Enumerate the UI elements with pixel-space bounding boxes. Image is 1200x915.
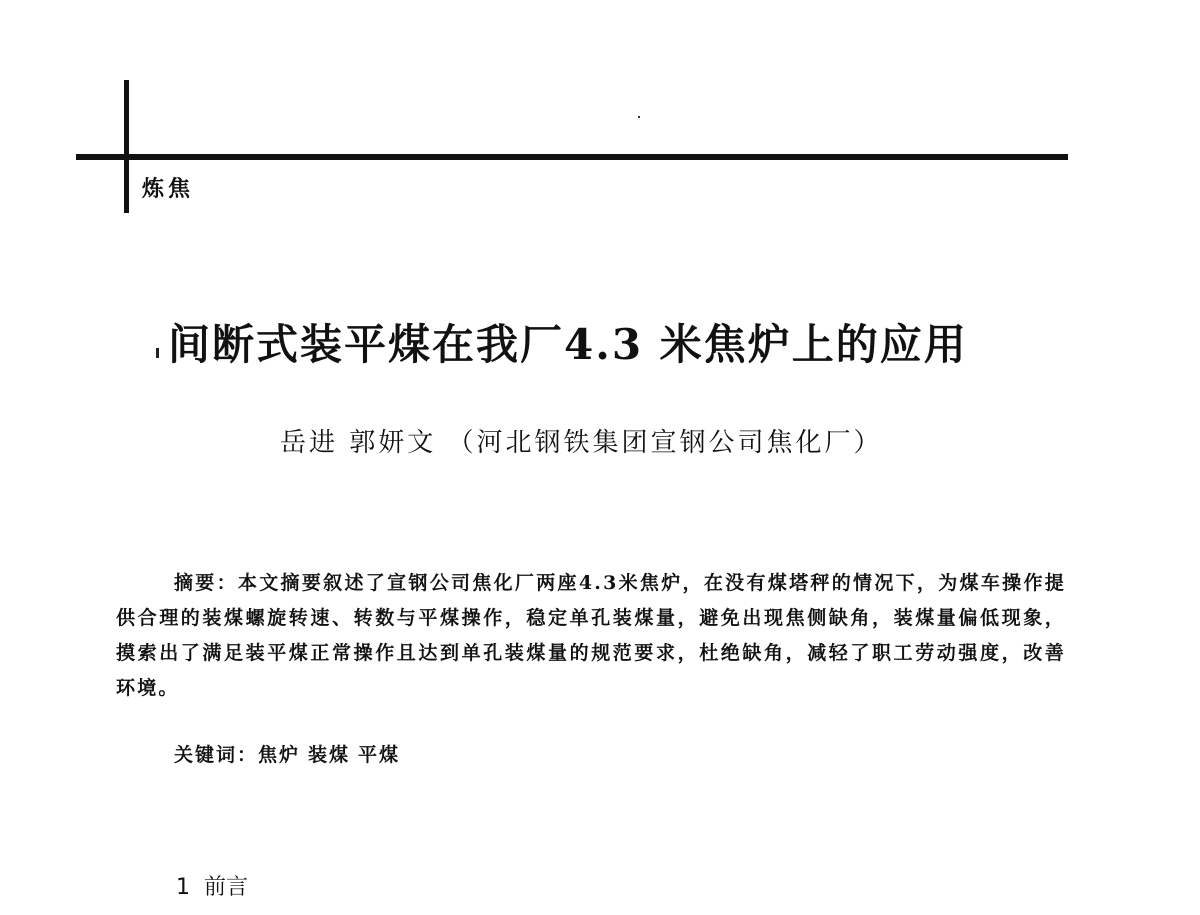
section-number: 1 xyxy=(176,875,190,900)
title-margin-mark xyxy=(156,348,159,358)
scan-speck xyxy=(638,116,640,118)
journal-section-label: 炼焦 xyxy=(142,177,195,202)
keyword-item: 焦炉 xyxy=(258,744,301,766)
keyword-item: 装煤 xyxy=(308,744,351,766)
keyword-item: 平煤 xyxy=(358,744,401,766)
section-heading xyxy=(176,870,248,901)
article-authors: 岳进 郭妍文 （河北钢铁集团宣钢公司焦化厂） xyxy=(280,428,883,458)
article-keywords xyxy=(174,740,400,767)
article-abstract: 摘要：本文摘要叙述了宣钢公司焦化厂两座4.3米焦炉，在没有煤塔秤的情况下，为煤车操作提供合理的装煤螺旋转速、转数与平煤操作，稳定单孔装煤量，避免出现焦侧缺角，装煤量偏低现象，摸索出了满足装平煤正常操作且达到单孔装煤量的规范要求，杜绝缺角，减轻了职工劳动强度，改善环境。 xyxy=(116,572,1066,699)
keywords-label: 关键词： xyxy=(174,744,259,766)
section-title: 前言 xyxy=(204,875,249,900)
header-vertical-rule xyxy=(124,80,129,213)
header-horizontal-rule xyxy=(76,154,1068,160)
article-title: 间断式装平煤在我厂4.3 米焦炉上的应用 xyxy=(168,320,968,369)
